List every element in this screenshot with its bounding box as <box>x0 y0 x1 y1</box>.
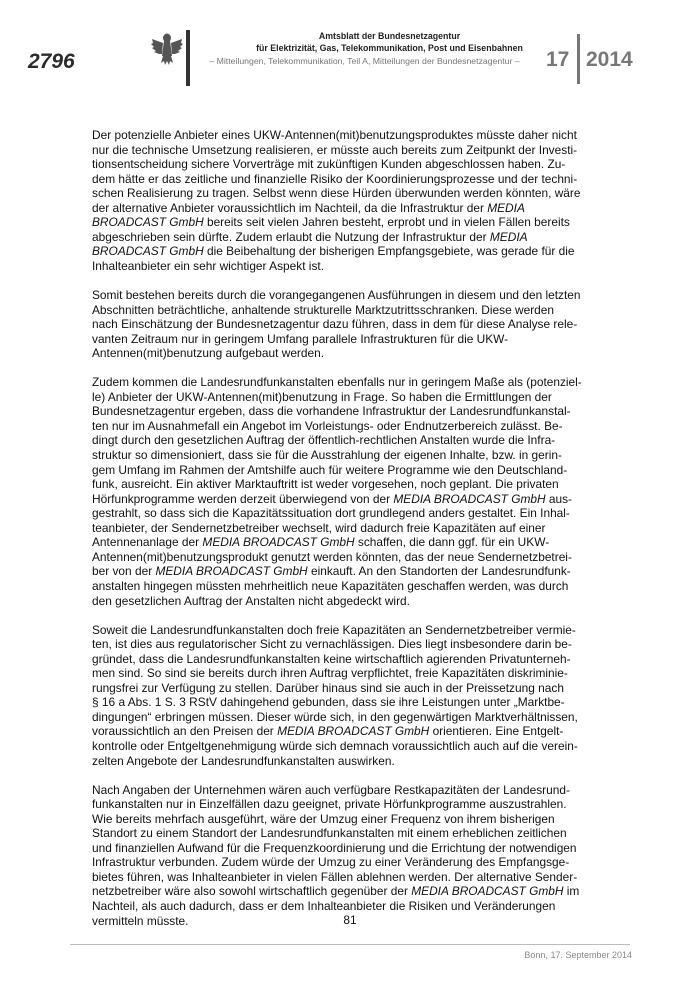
paragraph: Soweit die Landesrundfunkanstalten doch freie Kapazitäten an Sendernetzbetreiber vermie- ten, ist dies aus regulatorischer Sicht zu vernachlässigen. Dies liegt insbesondere darin be- gründet, dass die Landesrundfunkanstalten keine wirtschaftlich agierenden Privatunterneh- men sind. So sind sie bereits durch ihren Auftrag verpflichtet, freie Kapazitäten diskriminie- rungsfrei zur Verfügung zu stellen. Darüber hinaus sind sie auch in der Preissetzung nach § 16 a Abs. 1 S. 3 RStV dahingehend gebunden, dass sie ihre Leistungen unter „Marktbe- dingungen“ erbringen müssen. Dieser würde sich, in den gegenwärtigen Marktverhältnissen, voraussichtlich an den Preisen der MEDIA BROADCAST GmbH orientieren. Eine Entgelt- kontrolle oder Entgeltgenehmigung würde sich demnach voraussichtlich auch auf die verein- zelten Angebote der Landesrundfunkanstalten auswirken. <box>92 622 578 768</box>
issue-number: 17 <box>546 48 570 71</box>
federal-eagle-icon <box>150 30 184 68</box>
body-text <box>92 128 602 943</box>
page-number: 2796 <box>28 50 75 73</box>
publication-title: Amtsblatt der Bundesnetzagentur <box>318 31 461 41</box>
paragraph: Nach Angaben der Unternehmen wären auch verfügbare Restkapazitäten der Landesrund- funkanstalten nur in Einzelfällen dazu geeignet, private Hörfunkprogramme auszustrahlen. Wie bereits mehrfach ausgeführt, wäre der Umzug einer Frequenz von ihrem bisherigen Standort zu einem Standort der Landesrundfunkanstalten mit einem erheblichen zeitlichen und finanziellen Aufwand für die Frequenzkoordinierung und die Errichtung der notwendigen Infrastruktur verbunden. Zudem würde der Umzug zu einer Veränderung des Empfangsge- bietes führen, was Inhalteanbieter in vielen Fällen ablehnen werden. Der alternative Sender- netzbetreiber wäre also sowohl wirtschaftlich gegenüber der MEDIA BROADCAST GmbH im Nachteil, als auch dadurch, dass er dem Inhalteanbieter die Risiken und Veränderungen vermitteln müsste. <box>92 782 580 928</box>
paragraph: Der potenzielle Anbieter eines UKW-Antennen(mit)benutzungsproduktes müsste daher nicht nur die technische Umsetzung realisieren, er müsste auch bereits zum Zeitpunkt der Investi- tionsentscheidung sichere Vorverträge mit zukünftigen Kunden abgeschlossen haben. Zu- dem hätte er das zeitliche und finanzielle Risiko der Koordinierungsprozesse und der techni- schen Realisierung zu tragen. Selbst wenn diese Hürden überwunden werden könnten, wäre der alternative Anbieter voraussichtlich im Nachteil, da die Infrastruktur der MEDIA BROADCAST GmbH bereits seit vielen Jahren besteht, erprobt und in vielen Fällen bereits abgeschrieben sein dürfte. Zudem erlaubt die Nutzung der Infrastruktur der MEDIA BROADCAST GmbH die Beibehaltung der bisherigen Empfangsgebiete, was gerade für die Inhalteanbieter ein sehr wichtiger Aspekt ist. <box>92 128 581 273</box>
header-divider-left <box>186 30 190 86</box>
footer-date: Bonn, 17. September 2014 <box>524 950 632 960</box>
footer-divider <box>70 944 630 945</box>
footer-page-number: 81 <box>343 913 357 927</box>
paragraph: Somit bestehen bereits durch die vorangegangenen Ausführungen in diesem und den letzten Abschnitten beträchtliche, anhaltende strukturelle Marktzutrittsschranken. Diese werden nach Einschätzung der Bundesnetzagentur dazu führen, dass in dem für diese Analyse rele- vanten Zeitraum nur in geringem Umfang parallele Infrastrukturen für die UKW- Antennen(mit)benutzung aufgebaut werden. <box>92 288 581 361</box>
paragraph: Zudem kommen die Landesrundfunkanstalten ebenfalls nur in geringem Maße als (potenziel- le) Anbieter der UKW-Antennen(mit)benutzung in Frage. So haben die Ermittlungen der Bundesnetzagentur ergeben, dass die vorhandene Infrastruktur der Landesrundfunkanstal- ten nur im Ausnahmefall ein Angebot im Vorleistungs- oder Endnutzerbereich zulässt. Be- dingt durch den gesetzlichen Auftrag der öffentlich-rechtlichen Anstalten wurde die Infra- struktur so dimensioniert, dass sie für die Ausstrahlung der eigenen Inhalte, bzw. in gerin- gem Umfang im Rahmen der Amtshilfe auch für weitere Programme wie den Deutschland- funk, ausreicht. Ein aktiver Marktauftritt ist weder vorgesehen, noch geplant. Die privaten Hörfunkprogramme werden derzeit überwiegend von der MEDIA BROADCAST GmbH aus- gestrahlt, so dass sich die Kapazitätssituation dort grundlegend anders gestaltet. Ein Inhal- teanbieter, der Sendernetzbetreiber wechselt, wird dadurch freie Kapazitäten auf einer Antennenanlage der MEDIA BROADCAST GmbH schaffen, die dann ggf. für ein UKW- Antennen(mit)benutzungsprodukt genutzt werden könnten, das der neue Sendernetzbetrei- ber von der MEDIA BROADCAST GmbH einkauft. An den Standorten der Landesrundfunk- anstalten hingegen müssten mehrheitlich neue Kapazitäten geschaffen werden, was durch den gesetzlichen Auftrag der Anstalten nicht abgedeckt wird. <box>92 375 582 608</box>
header-divider-right <box>577 34 580 84</box>
issue-year: 2014 <box>586 48 633 71</box>
publication-subtitle: für Elektrizität, Gas, Telekommunikation, Post und Eisenbahnen <box>256 43 523 53</box>
section-subtitle: – Mitteilungen, Telekommunikation, Teil A, Mitteilungen der Bundesnetzagentur – <box>209 56 520 66</box>
